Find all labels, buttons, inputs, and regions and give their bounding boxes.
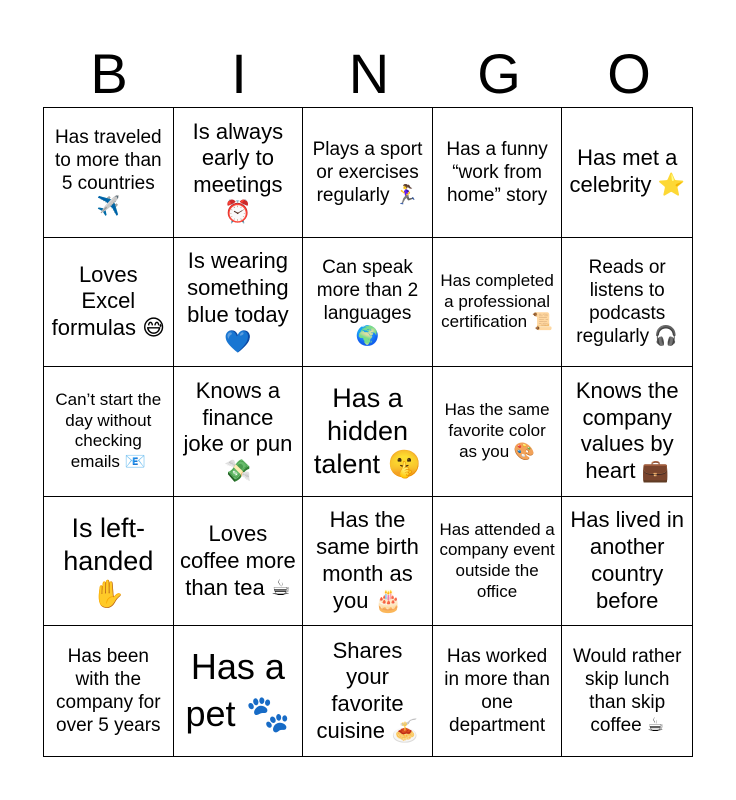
cell-text: Knows a finance joke or pun 💸 [183, 377, 293, 484]
cell-text: Has traveled to more than 5 countries ✈️ [54, 126, 162, 218]
bingo-cell[interactable] [562, 626, 692, 756]
cell-text: Has completed a professional certification 📜 [440, 270, 554, 332]
bingo-grid [43, 107, 693, 757]
bingo-cell[interactable] [174, 238, 304, 368]
bingo-cell[interactable] [174, 626, 304, 756]
header-letter-g: G [477, 42, 521, 105]
bingo-cell[interactable] [433, 626, 563, 756]
cell-text: Has been with the company for over 5 years [56, 645, 161, 737]
cell-text: Can’t start the day without checking emails 📧 [55, 390, 162, 472]
cell-text: Reads or listens to podcasts regularly 🎧 [576, 256, 679, 348]
cell-text: Is left-handed ✋ [63, 512, 154, 609]
cell-text: Loves Excel formulas 😅 [51, 261, 165, 341]
bingo-cell[interactable] [174, 497, 304, 627]
cell-text: Is wearing something blue today 💙 [187, 248, 289, 354]
header-letter-o: O [607, 42, 651, 105]
header-letter-n: N [348, 42, 390, 105]
cell-text: Has lived in another country before [570, 507, 685, 613]
cell-text: Has the same favorite color as you 🎨 [444, 400, 550, 461]
header-letter-i: I [231, 42, 247, 105]
bingo-cell[interactable] [44, 108, 174, 238]
cell-text: Has the same birth month as you 🎂 [316, 507, 419, 613]
bingo-cell[interactable] [433, 238, 563, 368]
bingo-cell[interactable] [303, 108, 433, 238]
bingo-cell[interactable] [303, 367, 433, 497]
bingo-cell[interactable] [303, 238, 433, 368]
cell-text: Knows the company values by heart 💼 [575, 377, 679, 484]
cell-text: Is always early to meetings ⏰ [192, 118, 284, 225]
cell-text: Has a funny “work from home” story [446, 138, 548, 206]
cell-text: Has attended a company event outside the office [439, 519, 555, 601]
bingo-cell[interactable] [174, 367, 304, 497]
bingo-cell[interactable] [562, 238, 692, 368]
bingo-cell[interactable] [562, 367, 692, 497]
cell-text: Would rather skip lunch than skip coffee ☕ [572, 645, 682, 737]
bingo-cell[interactable] [433, 367, 563, 497]
cell-text: Has met a celebrity ⭐ [569, 145, 685, 198]
bingo-cell[interactable] [44, 497, 174, 627]
bingo-cell[interactable] [562, 497, 692, 627]
bingo-cell[interactable] [433, 497, 563, 627]
bingo-cell[interactable] [174, 108, 304, 238]
bingo-cell[interactable] [433, 108, 563, 238]
bingo-cell[interactable] [562, 108, 692, 238]
cell-text: Loves coffee more than tea ☕ [180, 520, 296, 600]
cell-text: Plays a sport or exercises regularly 🏃‍♀️ [312, 138, 423, 206]
bingo-cell[interactable] [44, 626, 174, 756]
bingo-cell[interactable] [44, 367, 174, 497]
cell-text: Has a hidden talent 🤫 [313, 383, 422, 479]
cell-text: Has worked in more than one department [444, 645, 550, 737]
cell-text: Can speak more than 2 languages 🌍 [316, 256, 419, 348]
cell-text: Has a pet 🐾 [185, 646, 291, 735]
bingo-cell[interactable] [303, 626, 433, 756]
cell-text: Shares your favorite cuisine 🍝 [316, 637, 419, 744]
bingo-cell[interactable] [44, 238, 174, 368]
bingo-header [44, 40, 694, 108]
header-letter-b: B [90, 42, 128, 105]
bingo-cell[interactable] [303, 497, 433, 627]
